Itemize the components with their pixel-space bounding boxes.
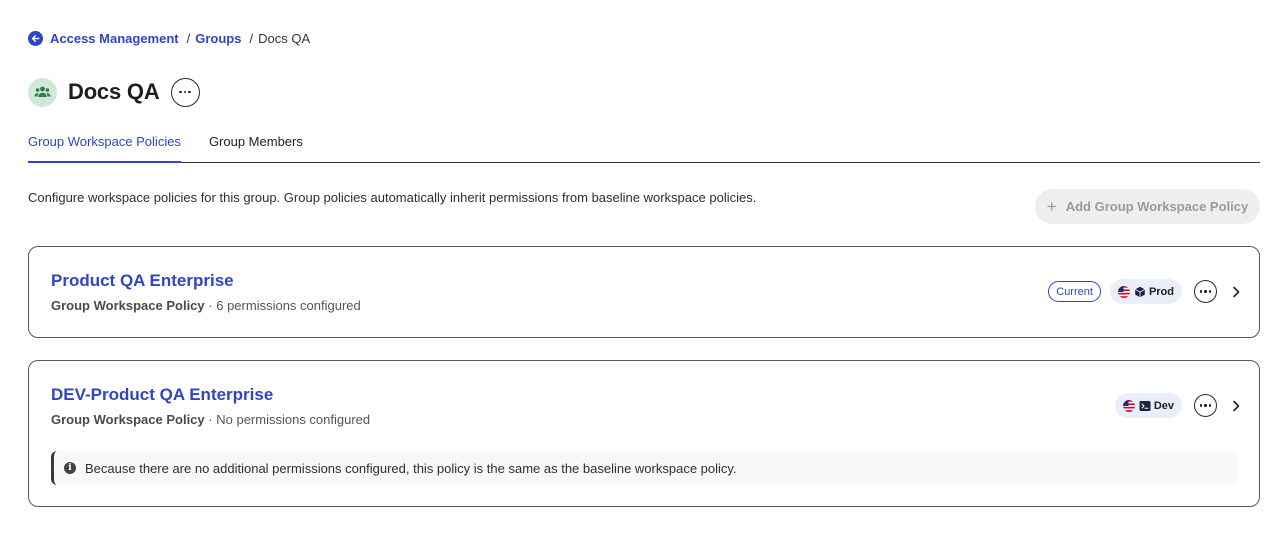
add-button-label: Add Group Workspace Policy	[1065, 199, 1249, 214]
breadcrumb-separator: /	[186, 30, 191, 46]
tab-bar	[28, 126, 1260, 163]
breadcrumb-separator: /	[249, 30, 254, 46]
policy-card[interactable]	[28, 246, 1260, 338]
policy-kind: Group Workspace Policy	[51, 412, 205, 427]
us-flag-icon	[1123, 400, 1135, 412]
back-arrow-icon[interactable]	[28, 31, 43, 46]
page-title: Docs QA	[68, 79, 160, 104]
current-badge: Current	[1048, 281, 1101, 302]
policy-kind: Group Workspace Policy	[51, 298, 205, 313]
policy-title[interactable]: DEV-Product QA Enterprise	[51, 385, 274, 404]
breadcrumb-groups[interactable]: Groups	[195, 30, 242, 46]
tab-group-members[interactable]: Group Members	[208, 134, 303, 149]
terminal-icon	[1139, 400, 1151, 412]
more-options-icon	[1200, 290, 1211, 292]
environment-label: Prod	[1148, 285, 1174, 298]
environment-pill	[1110, 279, 1182, 304]
policy-title[interactable]: Product QA Enterprise	[51, 271, 234, 290]
breadcrumb-current: Docs QA	[258, 30, 311, 46]
us-flag-icon	[1118, 286, 1130, 298]
breadcrumb	[28, 29, 310, 47]
policy-subtitle	[51, 298, 361, 313]
subtitle-separator: ·	[208, 298, 213, 313]
chevron-right-icon[interactable]	[1229, 399, 1243, 413]
policy-actions	[1048, 279, 1243, 304]
page-header	[28, 77, 200, 107]
chevron-right-icon[interactable]	[1229, 285, 1243, 299]
more-options-icon	[179, 91, 191, 94]
tab-group-workspace-policies[interactable]: Group Workspace Policies	[28, 126, 181, 163]
group-icon	[28, 78, 57, 107]
cube-icon	[1134, 286, 1146, 298]
policy-info-note	[51, 451, 1238, 485]
add-group-workspace-policy-button[interactable]	[1035, 189, 1260, 224]
policy-actions	[1115, 393, 1243, 418]
policy-options-button[interactable]	[1194, 280, 1217, 303]
policy-subtitle	[51, 412, 370, 427]
info-icon: i	[64, 462, 76, 474]
plus-icon: +	[1046, 197, 1057, 216]
environment-label: Dev	[1153, 399, 1174, 412]
subtitle-separator: ·	[208, 412, 213, 427]
environment-pill	[1115, 393, 1182, 418]
policy-permissions: 6 permissions configured	[216, 298, 361, 313]
policy-options-button[interactable]	[1194, 394, 1217, 417]
info-note-text: Because there are no additional permissions configured, this policy is the same as the baseline workspace policy.	[85, 460, 737, 476]
policy-permissions: No permissions configured	[216, 412, 371, 427]
section-description: Configure workspace policies for this group. Group policies automatically inherit permissions from baseline workspace policies.	[28, 190, 757, 205]
breadcrumb-access-management[interactable]: Access Management	[50, 30, 179, 46]
more-options-icon	[1200, 404, 1211, 406]
group-options-button[interactable]	[171, 78, 200, 107]
policy-card[interactable]	[28, 360, 1260, 507]
